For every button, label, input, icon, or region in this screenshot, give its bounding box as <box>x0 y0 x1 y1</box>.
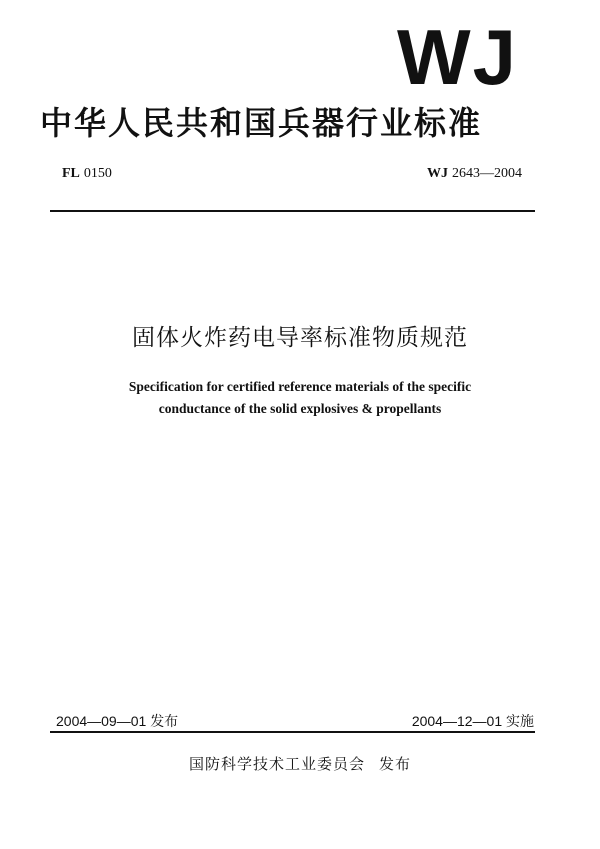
issuer <box>0 753 600 774</box>
standard-code <box>427 166 522 182</box>
organization-heading: 中华人民共和国兵器行业标准 <box>40 104 483 142</box>
bottom-divider <box>50 731 535 733</box>
wj-logo: WJ <box>397 13 518 101</box>
implement-date-value: 2004—12—01 <box>411 713 503 729</box>
title-english <box>0 376 600 420</box>
implement-label: 实施 <box>506 713 534 729</box>
standard-code-value: 2643—2004 <box>452 166 522 181</box>
classification-value: 0150 <box>83 166 112 181</box>
issuer-label: 发布 <box>379 755 412 773</box>
top-divider <box>50 210 535 212</box>
publish-date-value: 2004—09—01 <box>56 713 147 729</box>
title-english-line-2: conductance of the solid explosives & propellants <box>158 401 442 416</box>
title-chinese: 固体火炸药电导率标准物质规范 <box>132 325 468 351</box>
classification-prefix: FL <box>62 166 80 181</box>
standard-code-prefix: WJ <box>427 166 448 181</box>
implement-date <box>412 711 534 731</box>
issuer-name: 国防科学技术工业委员会 <box>188 755 365 773</box>
publish-date <box>56 711 178 731</box>
classification-number <box>62 166 112 182</box>
publish-label: 发布 <box>150 713 179 729</box>
title-english-line-1: Specification for certified reference materials of the specific <box>128 379 472 394</box>
